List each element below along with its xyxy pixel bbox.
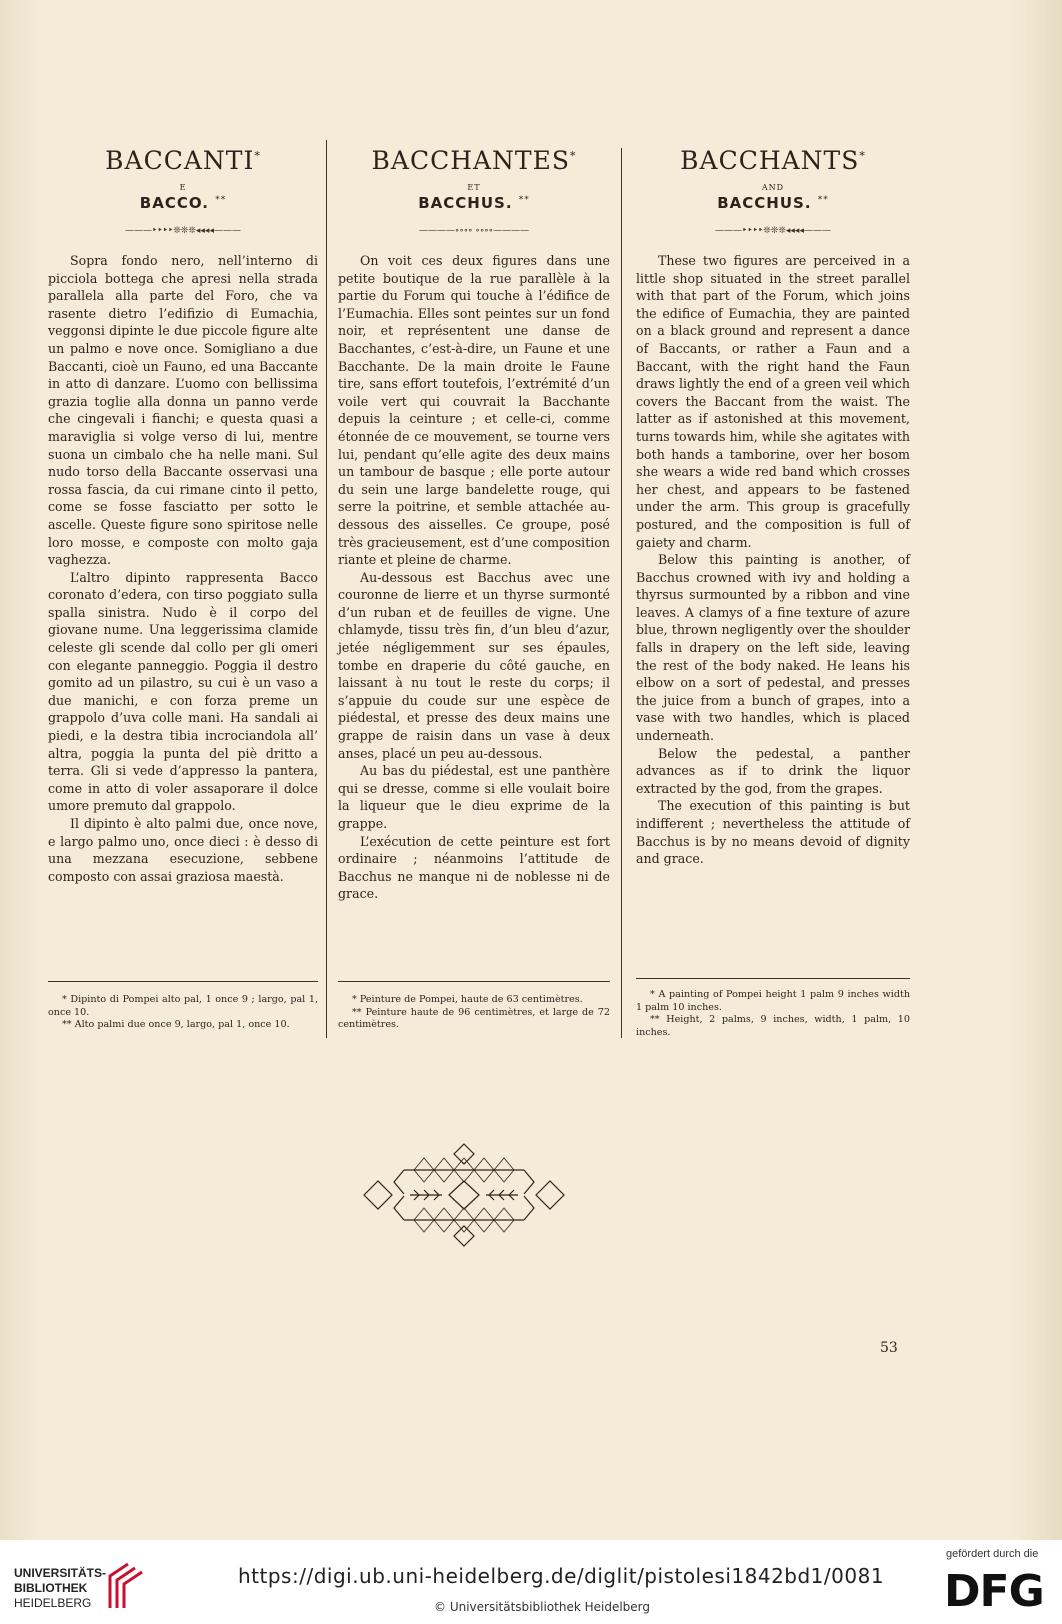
english-footnotes <box>636 978 910 1039</box>
ornament-rule: ————∘∘∘∘ ∘∘∘∘———— <box>418 226 530 236</box>
column-rule-right <box>621 148 622 1038</box>
french-subtitle: BACCHUS. ** <box>418 194 530 212</box>
page-number: 53 <box>880 1340 898 1356</box>
english-conjunction: AND <box>761 183 785 192</box>
paragraph: Il dipinto è alto palmi due, once nove, e largo palmo uno, once dieci : è desso di una mezzana esecuzione, sebbene composto con assai graziosa maestà. <box>48 816 318 884</box>
footnote: ** Height, 2 palms, 9 inches, width, 1 palm, 10 inches. <box>636 1014 910 1038</box>
french-title: BACCHANTES* <box>371 146 577 175</box>
french-text <box>338 252 610 903</box>
footer-bar <box>0 1540 1062 1624</box>
footnote: ** Peinture haute de 96 centimètres, et large de 72 centimètres. <box>338 1006 610 1030</box>
paragraph: These two figures are perceived in a little shop situated in the street parallel with that part of the Forum, which joins the edifice of Eumachia, they are painted on a black ground and represent a dance of Baccants, or rather a Faun and a Baccant, with the right hand the Faun draws lightly the end of a green veil which covers the Baccant from the waist. The latter as if astonished at this movement, turns towards him, while she agitates with both hands a tamborine, over her bosom she wears a wide red band which crosses her chest, and appears to be fastened under the arm. This group is gracefully postured, and the composition is full of gaiety and charm. <box>636 253 910 550</box>
column-rule-left <box>326 140 327 1038</box>
italian-subtitle: BACCO. ** <box>139 194 227 212</box>
footnote: ** Alto palmi due once 9, largo, pal 1, once 10. <box>62 1019 290 1030</box>
italian-column <box>48 140 318 885</box>
paragraph: Au bas du piédestal, est une panthère qui se dresse, comme si elle voulait boire la liqueur que le dieu exprime de la grappe. <box>338 763 610 831</box>
library-name[interactable]: UNIVERSITÄTS- BIBLIOTHEK HEIDELBERG <box>14 1566 107 1610</box>
italian-text <box>48 252 318 885</box>
italian-footnotes <box>48 981 318 1032</box>
french-column <box>338 140 610 903</box>
italian-title: BACCANTI* <box>105 146 261 175</box>
french-conjunction: ET <box>467 183 481 192</box>
copyright-notice: © Universitätsbibliothek Heidelberg <box>434 1600 651 1614</box>
paragraph: L’exécution de cette peinture est fort ordinaire ; néanmoins l’attitude de Bacchus ne manque ni de noblesse ni de grace. <box>338 833 610 902</box>
paragraph: Au-dessous est Bacchus avec une couronne de lierre et un thyrse surmonté d’un ruban et de feuilles de vigne. Une chlamyde, tissu très fin, d’un bleu d’azur, jetée négligemment sur ses épaules, tombe en draperie du côté gauche, en laissant à nu tout le reste du corps; il s’appuie du coude sur une espèce de piédestal, et presse des deux mains une grappe de raisin dans un vase à deux anses, placé un peu au-dessous. <box>338 569 610 761</box>
footnote: * Dipinto di Pompei alto pal, 1 once 9 ; largo, pal 1, once 10. <box>48 994 318 1018</box>
paragraph: Below this painting is another, of Bacchus crowned with ivy and holding a thyrsus surmounted by a ribbon and vine leaves. A clamys of a fine texture of azure blue, thrown negligently over the shoulder falls in drapery on the left side, leaving the rest of the body naked. He leans his elbow on a sort of pedestal, and presses the juice from a bunch of grapes, into a vase with two handles, which is placed underneath. <box>636 552 910 744</box>
english-subtitle: BACCHUS. ** <box>717 194 829 212</box>
paragraph: Sopra fondo nero, nell’interno di picciola bottega che apresi nella strada parallela alla parte del Foro, che va rasente dietro l’edifizio di Eumachia, veggonsi dipinte le due piccole figure alte un palmo e nove once. Somigliano a due Baccanti, cioè un Fauno, ed una Baccante in atto di danzare. L’uomo con bellissima grazia toglie alla donna un panno verde che cingevali i fianchi; e questa quasi a maraviglia si volge verso di lui, mentre suona un cimbalo che ha nelle mani. Sul nudo torso della Baccante osservasi una rossa fascia, da cui rimane cinto il petto, come se fosse fasciatto per sotto le ascelle. Queste figure sono spiritose nelle loro mosse, e composte con molto gaja vaghezza. <box>48 253 318 568</box>
paragraph: On voit ces deux figures dans une petite boutique de la rue parallèle à la partie du Forum qui touche à l’édifice de l’Eumachia. Elles sont peintes sur un fond noir, et représentent une danse de Bacchantes, c’est-à-dire, un Faune et une Bacchante. De la main droite le Faune tire, sans effort toutefois, l’extrémité d’un voile vert qui couvrait la Bacchante depuis la ceinture ; et celle-ci, comme étonnée de ce mouvement, se tourne vers lui, pendant qu’elle agite des deux mains un tambour de basque ; elle porte autour du sein une large bandelette rouge, qui serre la poitrine, et semble attachée au-dessous des aisselles. Ce groupe, posé très gracieusement, est d’une composition riante et pleine de charme. <box>338 253 610 568</box>
english-title: BACCHANTS* <box>680 146 866 175</box>
paragraph: L’altro dipinto rappresenta Bacco coronato d’edera, con tirso poggiato sulla spalla sinistra. Nudo è il corpo del giovane nume. Una leggerissima clamide celeste gli scende dal collo per gli omeri con elegante panneggio. Poggia il destro gomito ad un pilastro, su cui è un vaso a due manichi, e con forza preme un grappolo d’uva colle mani. Ha sandali ai piedi, e la destra tibia incrociandola all’ altra, poggia la punta del piè dritto a terra. Gli si vede d’appresso la pantera, come in atto di voler assaporare il dolce umore premuto dal grappolo. <box>48 569 318 814</box>
footnote-rule <box>338 981 610 982</box>
ornament-rule: ———‣‣‣‣❊❊❊◂◂◂◂——— <box>715 226 831 236</box>
ornament-vignette <box>344 1140 584 1250</box>
ornament-rule: ———‣‣‣‣❊❊❊◂◂◂◂——— <box>125 226 241 236</box>
italian-conjunction: E <box>179 183 187 192</box>
english-column <box>636 140 910 868</box>
paragraph: Below the pedestal, a panther advances as if to drink the liquor extracted by the god, from the grapes. <box>636 745 910 796</box>
paragraph: The execution of this painting is but indifferent ; nevertheless the attitude of Bacchus is by no means devoid of dignity and grace. <box>636 798 910 867</box>
english-text <box>636 252 910 868</box>
permalink-url[interactable]: https://digi.ub.uni-heidelberg.de/diglit/pistolesi1842bd1/0081 <box>238 1564 885 1588</box>
funder-label: gefördert durch die <box>946 1548 1039 1560</box>
footnote: * A painting of Pompei height 1 palm 9 inches width 1 palm 10 inches. <box>636 989 910 1013</box>
footnote: * Peinture de Pompei, haute de 63 centimètres. <box>352 994 583 1005</box>
library-logo-icon[interactable] <box>104 1560 146 1614</box>
french-footnotes <box>338 981 610 1032</box>
footnote-rule <box>636 978 910 979</box>
footnote-rule <box>48 981 318 982</box>
dfg-logo[interactable]: DFG <box>944 1566 1044 1617</box>
